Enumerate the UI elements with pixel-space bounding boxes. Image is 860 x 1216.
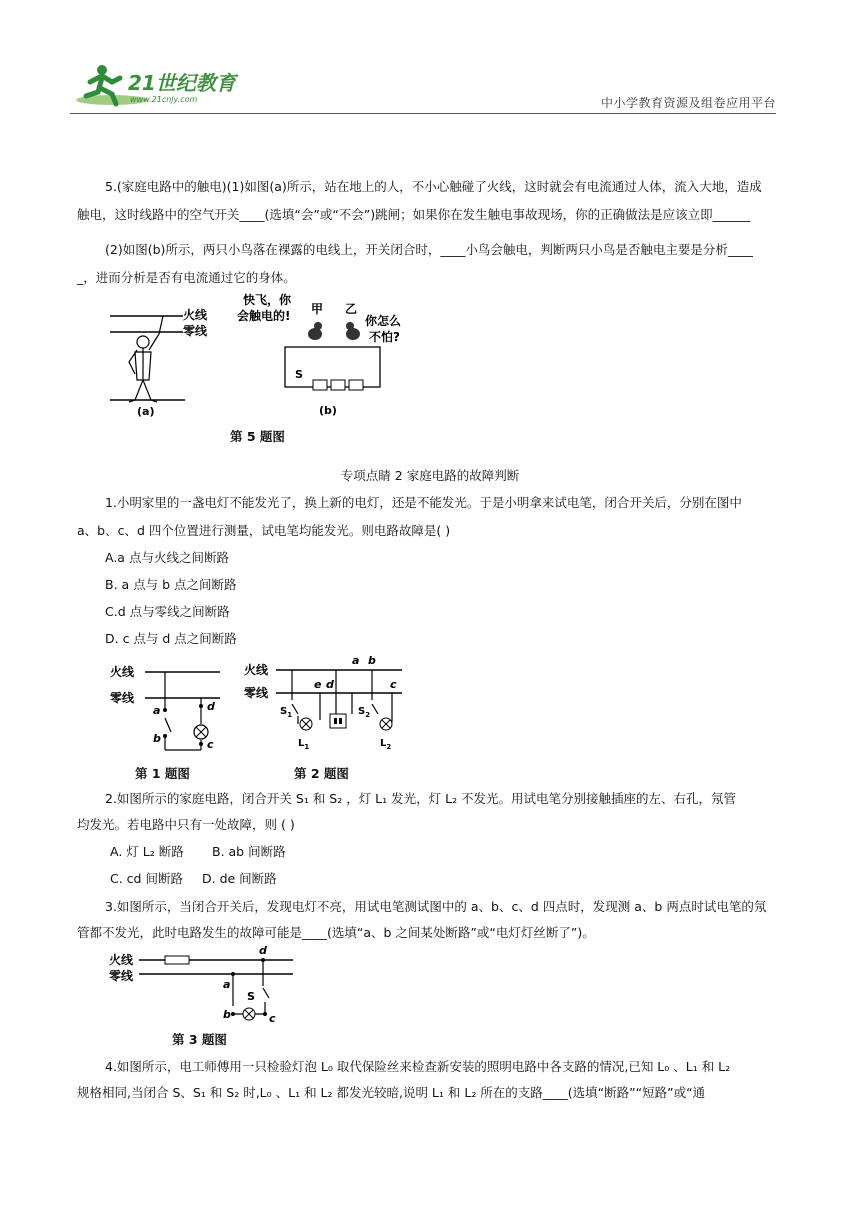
q3-fig-s: S [247, 990, 255, 1003]
q3-caption: 第 3 题图 [172, 1032, 227, 1047]
q1-fig-neutral-label: 零线 [110, 691, 135, 705]
q3-fig-a: a [223, 978, 231, 991]
q1-fig-a: a [153, 704, 161, 717]
q5a-neutral-label: 零线 [183, 324, 208, 338]
q2-line2: 均发光。若电路中只有一处故障，则 ( ) [77, 817, 295, 832]
q2-fig-live-label: 火线 [244, 663, 269, 677]
q5-line1: 5.(家庭电路中的触电)(1)如图(a)所示，站在地上的人，不小心触碰了火线，这时就会有电流通过人体，流入大地，造成 [105, 179, 762, 194]
q4-line2: 规格相同,当闭合 S、S₁ 和 S₂ 时,L₀ 、L₁ 和 L₂ 都发光较暗,说明 L₁ 和 L₂ 所在的支路____(选填“断路”“短路”或“通 [77, 1085, 706, 1100]
q2-line1: 2.如图所示的家庭电路，闭合开关 S₁ 和 S₂ ，灯 L₁ 发光，灯 L₂ 不发光。用试电笔分别接触插座的左、右孔，氖管 [105, 791, 737, 806]
q2-fig-neutral-label: 零线 [244, 686, 269, 700]
q2-figure [240, 652, 410, 758]
fuse-icon [165, 956, 189, 964]
q5-line3: (2)如图(b)所示，两只小鸟落在裸露的电线上，开关闭合时，____小鸟会触电，判断两只小鸟是否触电主要是分析____ [105, 242, 753, 257]
header-divider [70, 113, 776, 114]
person-icon [129, 316, 163, 402]
q3-fig-b: b [223, 1008, 231, 1021]
q2-fig-s1: $S_1$ [280, 706, 293, 719]
q1-fig-c: c [207, 738, 214, 751]
logo-url: www.21cnjy.com [130, 95, 198, 104]
q2-fig-l2: $L_2$ [380, 738, 392, 751]
q2-fig-l1: $L_1$ [298, 738, 310, 751]
q2-caption: 第 2 题图 [294, 766, 349, 781]
q3-fig-live-label: 火线 [109, 953, 134, 967]
q5b-switch-label: S [295, 368, 303, 381]
logo-text: 21世纪教育 [128, 71, 236, 95]
q2-option-d: D. de 间断路 [202, 871, 277, 886]
q5-caption: 第 5 题图 [230, 429, 285, 444]
q2-option-b: B. ab 间断路 [212, 844, 286, 859]
socket-icon [330, 714, 346, 728]
q1-line2: a、b、c、d 四个位置进行测量，试电笔均能发光。则电路故障是( ) [77, 523, 451, 538]
q1-line1: 1.小明家里的一盏电灯不能发光了，换上新的电灯，还是不能发光。于是小明拿来试电笔，闭合开关后，分别在图中 [105, 495, 742, 510]
q3-fig-neutral-label: 零线 [109, 969, 134, 983]
q4-line1: 4.如图所示，电工师傅用一只检验灯泡 L₀ 取代保险丝来检查新安装的照明电路中各支路的情况,已知 L₀ 、L₁ 和 L₂ [105, 1059, 731, 1074]
q2-option-c: C. cd 间断路 [110, 871, 183, 886]
q1-fig-b: b [153, 732, 161, 745]
lamp-icon [243, 1008, 255, 1020]
q2-option-a: A. 灯 L₂ 断路 [110, 844, 184, 859]
q2-fig-d: d [326, 678, 334, 691]
q5b-bird2-label: 乙 [345, 302, 358, 316]
q5-line4: _，进而分析是否有电流通过它的身体。 [77, 270, 296, 285]
q2-fig-a: a [352, 654, 360, 667]
q3-line2: 管都不发光，此时电路发生的故障可能是____(选填“a、b 之间某处断路”或“电灯灯丝断了”)。 [77, 925, 595, 940]
q5b-bubble1a: 快飞，你 [243, 293, 292, 307]
q1-figure [105, 658, 230, 758]
bird-icon [346, 322, 360, 340]
lamp-icon [194, 725, 208, 739]
q2-fig-c: c [390, 678, 397, 691]
bird-icon [308, 322, 322, 340]
q5b-bubble2a: 你怎么 [365, 314, 402, 328]
q1-option-a: A.a 点与火线之间断路 [105, 550, 229, 565]
q5-figure [105, 290, 435, 420]
q2-fig-s2: $S_2$ [358, 706, 371, 719]
q5a-live-label: 火线 [183, 308, 208, 322]
platform-name: 中小学教育资源及组卷应用平台 [600, 96, 776, 110]
page-header [70, 60, 776, 116]
q5a-label: (a) [137, 405, 155, 418]
q3-figure [105, 942, 300, 1024]
q5b-label: (b) [319, 404, 337, 417]
q5b-bird1-label: 甲 [311, 302, 324, 316]
q1-fig-d: d [207, 700, 215, 713]
section-title: 专项点睛 2 家庭电路的故障判断 [340, 468, 520, 483]
q5-figure-a [110, 307, 208, 418]
q1-caption: 第 1 题图 [135, 766, 190, 781]
q3-fig-c: c [269, 1012, 276, 1024]
q2-fig-b: b [368, 654, 376, 667]
lamp-icon [380, 718, 392, 730]
q5b-bubble1b: 会触电的! [237, 309, 291, 323]
q5-line2: 触电，这时线路中的空气开关____(选填“会”或“不会”)跳闸；如果你在发生触电事故现场，你的正确做法是应该立即______ [77, 207, 751, 222]
q3-line1: 3.如图所示，当闭合开关后，发现电灯不亮，用试电笔测试图中的 a、b、c、d 四点时，发现测 a、b 两点时试电笔的氖 [105, 899, 767, 914]
q5b-bubble2b: 不怕? [369, 330, 400, 344]
q1-option-d: D. c 点与 d 点之间断路 [105, 631, 237, 646]
q1-option-b: B. a 点与 b 点之间断路 [105, 577, 237, 592]
q1-option-c: C.d 点与零线之间断路 [105, 604, 230, 619]
q3-fig-d: d [259, 944, 267, 957]
battery-icon [313, 380, 363, 390]
lamp-icon [300, 718, 312, 730]
q1-fig-live-label: 火线 [110, 665, 135, 679]
q5-figure-b [237, 292, 401, 417]
logo-21cnjy [72, 60, 252, 110]
q2-fig-e: e [314, 678, 322, 691]
